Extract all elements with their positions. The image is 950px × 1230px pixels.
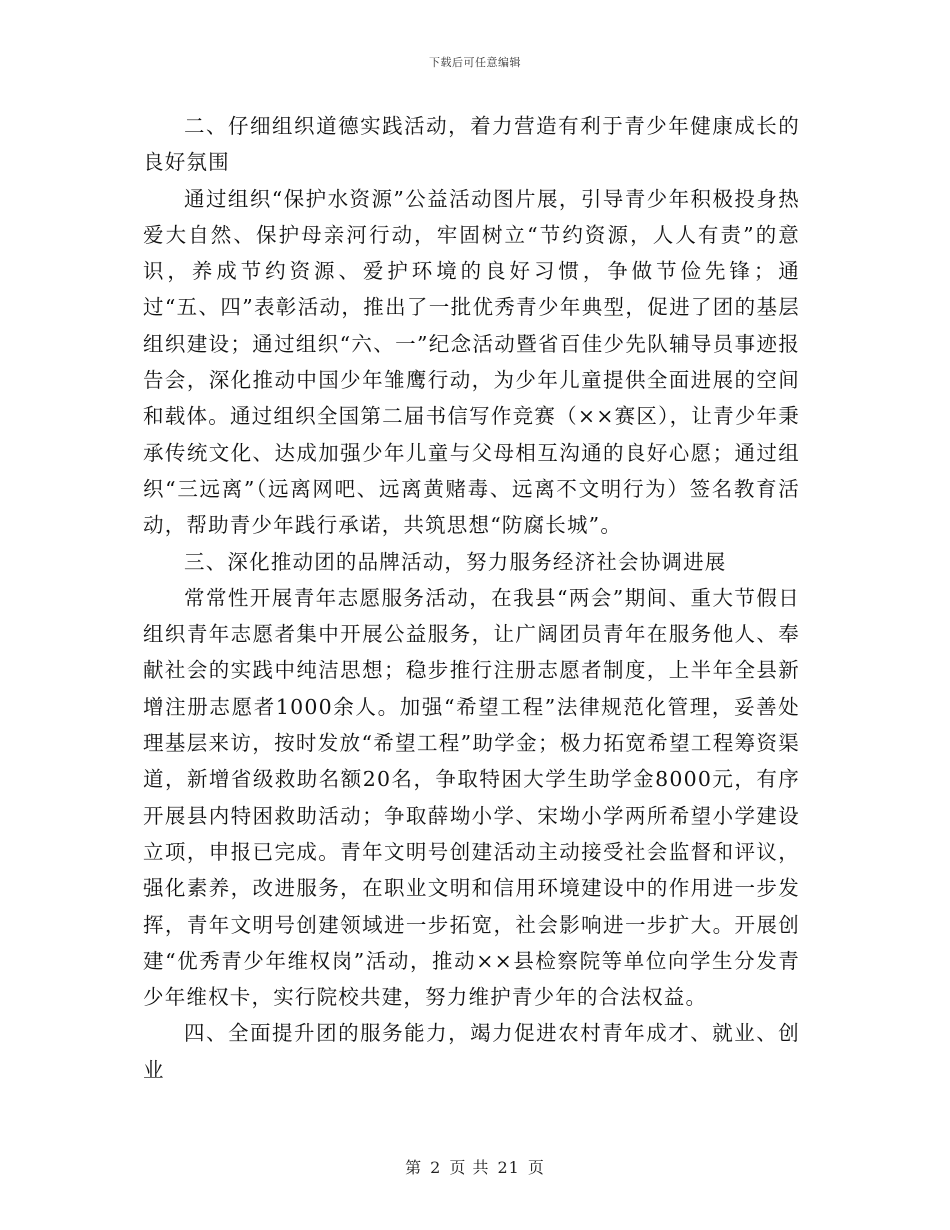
paragraph-moral-activities: 通过组织“保护水资源”公益活动图片展，引导青少年积极投身热爱大自然、保护母亲河行动，牢固树立“节约资源，人人有责”的意识，养成节约资源、爱护环境的良好习惯，争做节俭先锋；通过“五、四”表彰活动，推出了一批优秀青少年典型，促进了团的基层组织建设；通过组织“六、一”纪念活动暨省百佳少先队辅导员事迹报告会，深化推动中国少年雏鹰行动，为少年儿童提供全面进展的空间和载体。通过组织全国第二届书信写作竞赛（××赛区），让青少年秉承传统文化、达成加强少年儿童与父母相互沟通的良好心愿；通过组织“三远离”（远离网吧、远离黄赌毒、远离不文明行为）签名教育活动，帮助青少年践行承诺，共筑思想“防腐长城”。 [143, 186, 800, 538]
page-header: 下载后可任意编辑 [429, 56, 521, 69]
footer-page-number: 2 [430, 1158, 442, 1177]
page-footer [0, 1155, 950, 1178]
footer-prefix: 第 [405, 1158, 423, 1177]
document-body [143, 108, 800, 1088]
section-heading-2: 二、仔细组织道德实践活动，着力营造有利于青少年健康成长的良好氛围 [143, 114, 800, 175]
footer-middle: 页 共 [449, 1158, 490, 1177]
section-heading-3: 三、深化推动团的品牌活动，努力服务经济社会协调进展 [184, 549, 727, 574]
paragraph-volunteer-service: 常常性开展青年志愿服务活动，在我县“两会”期间、重大节假日组织青年志愿者集中开展公益服务，让广阔团员青年在服务他人、奉献社会的实践中纯洁思想；稳步推行注册志愿者制度，上半年全县新增注册志愿者1000余人。加强“希望工程”法律规范化管理，妥善处理基层来访，按时发放“希望工程”助学金；极力拓宽希望工程筹资渠道，新增省级救助名额20名，争取特困大学生助学金8000元，有序开展县内特困救助活动；争取薛坳小学、宋坳小学两所希望小学建设立项，申报已完成。青年文明号创建活动主动接受社会监督和评议，强化素养，改进服务，在职业文明和信用环境建设中的作用进一步发挥，青年文明号创建领域进一步拓宽，社会影响进一步扩大。开展创建“优秀青少年维权岗”活动，推动××县检察院等单位向学生分发青少年维权卡，实行院校共建，努力维护青少年的合法权益。 [143, 585, 800, 1010]
footer-suffix: 页 [527, 1158, 545, 1177]
footer-total-pages: 21 [497, 1158, 520, 1177]
section-heading-4: 四、全面提升团的服务能力，竭力促进农村青年成才、就业、创业 [143, 1021, 800, 1082]
